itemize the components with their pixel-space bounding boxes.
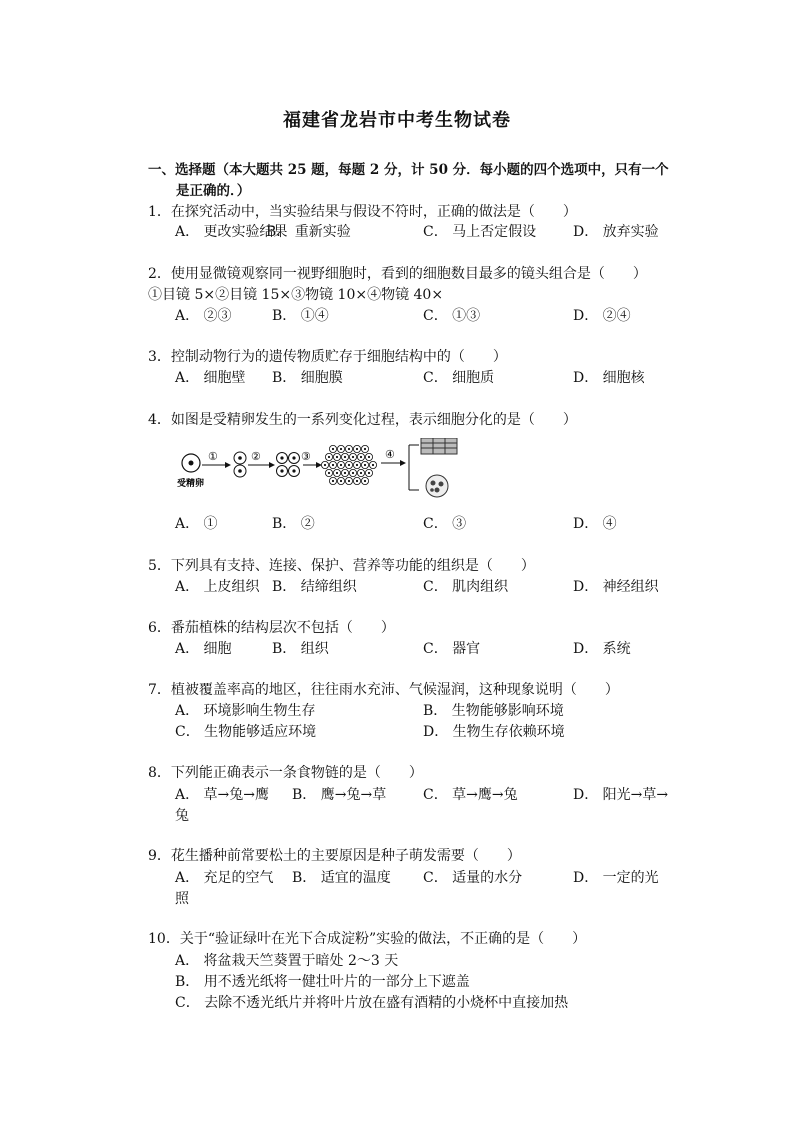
section-heading-line2: 是正确的．）	[176, 183, 251, 199]
q7-option-a[interactable]: A． 环境影响生物生存	[175, 703, 316, 719]
cluster-cell-nucleus	[364, 480, 366, 482]
cell-division-diagram	[175, 438, 475, 498]
question-7-stem: 7．植被覆盖率高的地区，往往雨水充沛、气候湿润，这种现象说明（ ）	[148, 682, 619, 698]
q6-option-d[interactable]: D． 系统	[573, 641, 631, 657]
q9-option-c[interactable]: C． 适量的水分	[423, 870, 523, 886]
cluster-cell-nucleus	[348, 480, 350, 482]
q8-option-b[interactable]: B． 鹰→兔→草	[292, 787, 387, 803]
q6-option-c[interactable]: C． 器官	[423, 641, 481, 657]
q7-option-c[interactable]: C． 生物能够适应环境	[175, 724, 317, 740]
q1-option-c[interactable]: C． 马上否定假设	[423, 224, 537, 240]
q7-option-d[interactable]: D． 生物生存依赖环境	[423, 724, 565, 740]
cluster-cell-nucleus	[356, 448, 358, 450]
q5-option-c[interactable]: C． 肌肉组织	[423, 579, 509, 595]
fertilized-egg-cell	[182, 454, 200, 472]
section-heading-line1: 一、选择题（本大题共 25 题，每题 2 分，计 50 分．每小题的四个选项中，只有一个	[148, 162, 669, 178]
question-2-lens-list: ①目镜 5×②目镜 15×③物镜 10×④物镜 40×	[148, 287, 444, 303]
page-title: 福建省龙岩市中考生物试卷	[283, 110, 511, 131]
cluster-cell-nucleus	[360, 456, 362, 458]
cluster-cell-nucleus	[344, 472, 346, 474]
cluster-cell-nucleus	[340, 480, 342, 482]
blood-cell-tissue-image	[426, 475, 448, 497]
q3-option-c[interactable]: C． 细胞质	[423, 370, 495, 386]
q1-option-b[interactable]: B． 重新实验	[266, 224, 351, 240]
cluster-cell-nucleus	[332, 480, 334, 482]
q7-option-b[interactable]: B． 生物能够影响环境	[423, 703, 564, 719]
q8-option-d-wrap: 兔	[175, 808, 189, 824]
cluster-cell-nucleus	[352, 472, 354, 474]
step-4-label: ④	[385, 448, 395, 461]
q10-option-c[interactable]: C． 去除不透光纸片并将叶片放在盛有酒精的小烧杯中直接加热	[175, 995, 569, 1011]
cluster-cell-nucleus	[364, 464, 366, 466]
cluster-cell-nucleus	[348, 448, 350, 450]
cluster-cell-nucleus	[368, 472, 370, 474]
q2-option-a[interactable]: A． ②③	[175, 308, 232, 324]
q5-option-a[interactable]: A． 上皮组织	[175, 579, 260, 595]
step-2-label: ②	[251, 450, 261, 463]
q3-option-d[interactable]: D． 细胞核	[573, 370, 645, 386]
q2-option-b[interactable]: B． ①④	[272, 308, 329, 324]
q10-option-a[interactable]: A． 将盆栽天竺葵置于暗处 2～3 天	[175, 953, 399, 969]
q4-option-b[interactable]: B． ②	[272, 516, 315, 532]
q4-option-d[interactable]: D． ④	[573, 516, 617, 532]
q5-option-d[interactable]: D． 神经组织	[573, 579, 659, 595]
q9-option-b[interactable]: B． 适宜的温度	[292, 870, 391, 886]
muscle-tissue-image	[421, 438, 457, 454]
question-2-stem: 2．使用显微镜观察同一视野细胞时，看到的细胞数目最多的镜头组合是（ ）	[148, 266, 647, 282]
cluster-cell-nucleus	[336, 456, 338, 458]
q8-option-c[interactable]: C． 草→鹰→兔	[423, 787, 518, 803]
cluster-cell-nucleus	[332, 448, 334, 450]
cluster-cell-nucleus	[324, 464, 326, 466]
question-5-stem: 5．下列具有支持、连接、保护、营养等功能的组织是（ ）	[148, 558, 535, 574]
cluster-cell-nucleus	[348, 464, 350, 466]
q9-option-a[interactable]: A． 充足的空气	[175, 870, 274, 886]
question-9-stem: 9．花生播种前常要松土的主要原因是种子萌发需要（ ）	[148, 848, 521, 864]
cluster-cell-nucleus	[364, 448, 366, 450]
cluster-cell-nucleus	[356, 464, 358, 466]
q4-option-a[interactable]: A． ①	[175, 516, 218, 532]
q6-option-a[interactable]: A． 细胞	[175, 641, 232, 657]
cluster-cell-nucleus	[340, 448, 342, 450]
cell-cluster	[321, 445, 376, 484]
q9-option-d-wrap: 照	[175, 891, 189, 907]
cluster-cell-nucleus	[328, 456, 330, 458]
cluster-cell-nucleus	[368, 456, 370, 458]
two-cell-stage	[234, 452, 246, 477]
q8-option-d[interactable]: D． 阳光→草→	[573, 787, 669, 803]
cluster-cell-nucleus	[336, 472, 338, 474]
cluster-cell-nucleus	[352, 456, 354, 458]
cluster-cell-nucleus	[372, 464, 374, 466]
question-3-stem: 3．控制动物行为的遗传物质贮存于细胞结构中的（ ）	[148, 349, 507, 365]
question-1-stem: 1．在探究活动中，当实验结果与假设不符时，正确的做法是（ ）	[148, 204, 577, 220]
cluster-cell-nucleus	[328, 472, 330, 474]
fertilized-egg-label: 受精卵	[177, 479, 205, 489]
q1-option-a[interactable]: A． 更改实验结果	[175, 224, 288, 240]
q1-option-d[interactable]: D． 放弃实验	[573, 224, 659, 240]
q10-option-b[interactable]: B． 用不透光纸将一健壮叶片的一部分上下遮盖	[175, 974, 470, 990]
q8-option-a[interactable]: A． 草→兔→鹰	[175, 787, 270, 803]
question-10-stem: 10．关于“验证绿叶在光下合成淀粉”实验的做法，不正确的是（ ）	[148, 931, 587, 947]
q9-option-d[interactable]: D． 一定的光	[573, 870, 659, 886]
cluster-cell-nucleus	[340, 464, 342, 466]
q4-option-c[interactable]: C． ③	[423, 516, 467, 532]
section-heading	[148, 160, 688, 202]
four-cell-stage	[277, 453, 300, 477]
question-6-stem: 6．番茄植株的结构层次不包括（ ）	[148, 620, 395, 636]
branch-bracket	[409, 445, 419, 490]
cluster-cell-nucleus	[332, 464, 334, 466]
step-3-label: ③	[301, 450, 311, 463]
cluster-cell-nucleus	[344, 456, 346, 458]
cluster-cell-nucleus	[356, 480, 358, 482]
q3-option-b[interactable]: B． 细胞膜	[272, 370, 343, 386]
q5-option-b[interactable]: B． 结缔组织	[272, 579, 357, 595]
step-1-label: ①	[208, 450, 218, 463]
cluster-cell-nucleus	[360, 472, 362, 474]
question-8-stem: 8．下列能正确表示一条食物链的是（ ）	[148, 765, 423, 781]
q2-option-c[interactable]: C． ①③	[423, 308, 481, 324]
q6-option-b[interactable]: B． 组织	[272, 641, 329, 657]
q2-option-d[interactable]: D． ②④	[573, 308, 631, 324]
q3-option-a[interactable]: A． 细胞壁	[175, 370, 246, 386]
question-4-stem: 4．如图是受精卵发生的一系列变化过程，表示细胞分化的是（ ）	[148, 412, 577, 428]
